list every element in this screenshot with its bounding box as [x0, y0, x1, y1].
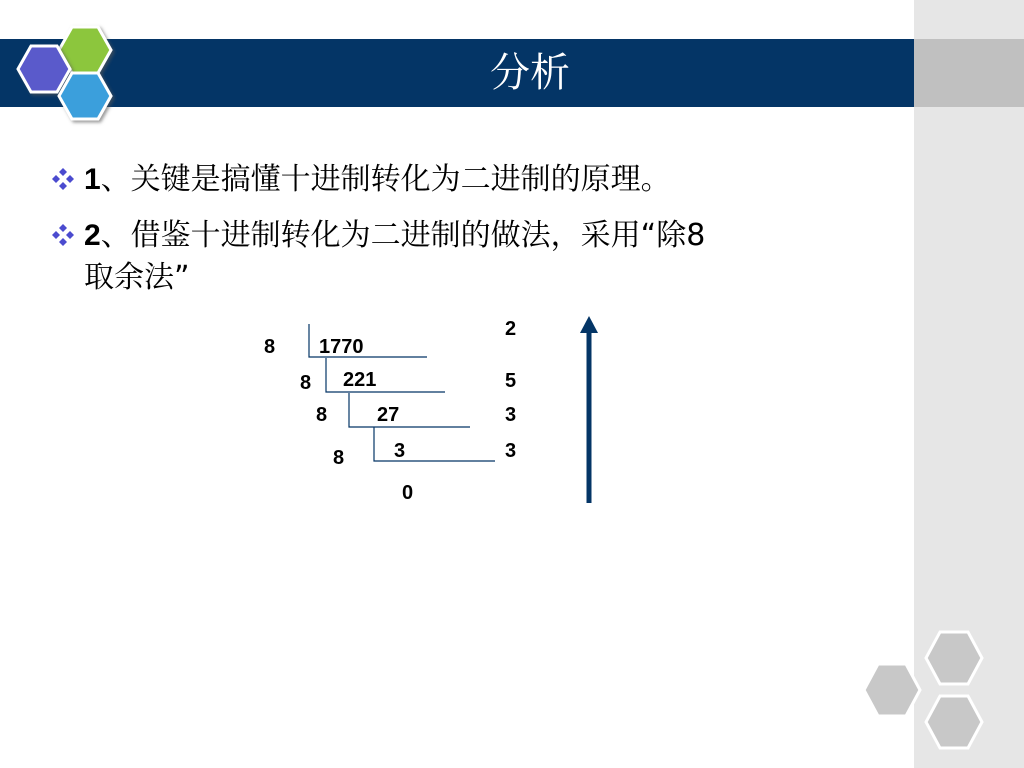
bullet-text: 、借鉴十进制转化为二进制的做法，采用“除8	[100, 218, 706, 253]
remainder: 3	[505, 440, 517, 462]
up-arrow-icon	[580, 316, 598, 333]
remainder: 3	[505, 404, 517, 426]
quotient: 27	[377, 404, 400, 426]
hexagon-gray	[926, 632, 982, 684]
bullet-number: 2	[84, 219, 101, 252]
bullet-2-continuation: 取余法”	[84, 260, 190, 295]
division-bracket	[374, 427, 495, 461]
remainder: 5	[505, 370, 517, 392]
hexagon-decoration-icon	[850, 620, 1024, 768]
division-bracket	[349, 393, 470, 427]
bullet-number: 1	[84, 163, 101, 196]
quotient: 1770	[319, 336, 364, 358]
hexagon-gray	[926, 696, 982, 748]
divisor: 8	[300, 372, 312, 394]
slide-title: 分析	[490, 50, 570, 96]
remainder: 2	[505, 318, 517, 340]
divisor: 8	[333, 447, 345, 469]
quotient: 3	[394, 440, 406, 462]
quotient: 221	[343, 369, 377, 391]
final-quotient: 0	[402, 482, 414, 504]
bullet-text: 、关键是搞懂十进制转化为二进制的原理。	[100, 162, 671, 197]
hexagon-gray	[864, 664, 920, 716]
divisor: 8	[316, 404, 328, 426]
divisor: 8	[264, 336, 276, 358]
